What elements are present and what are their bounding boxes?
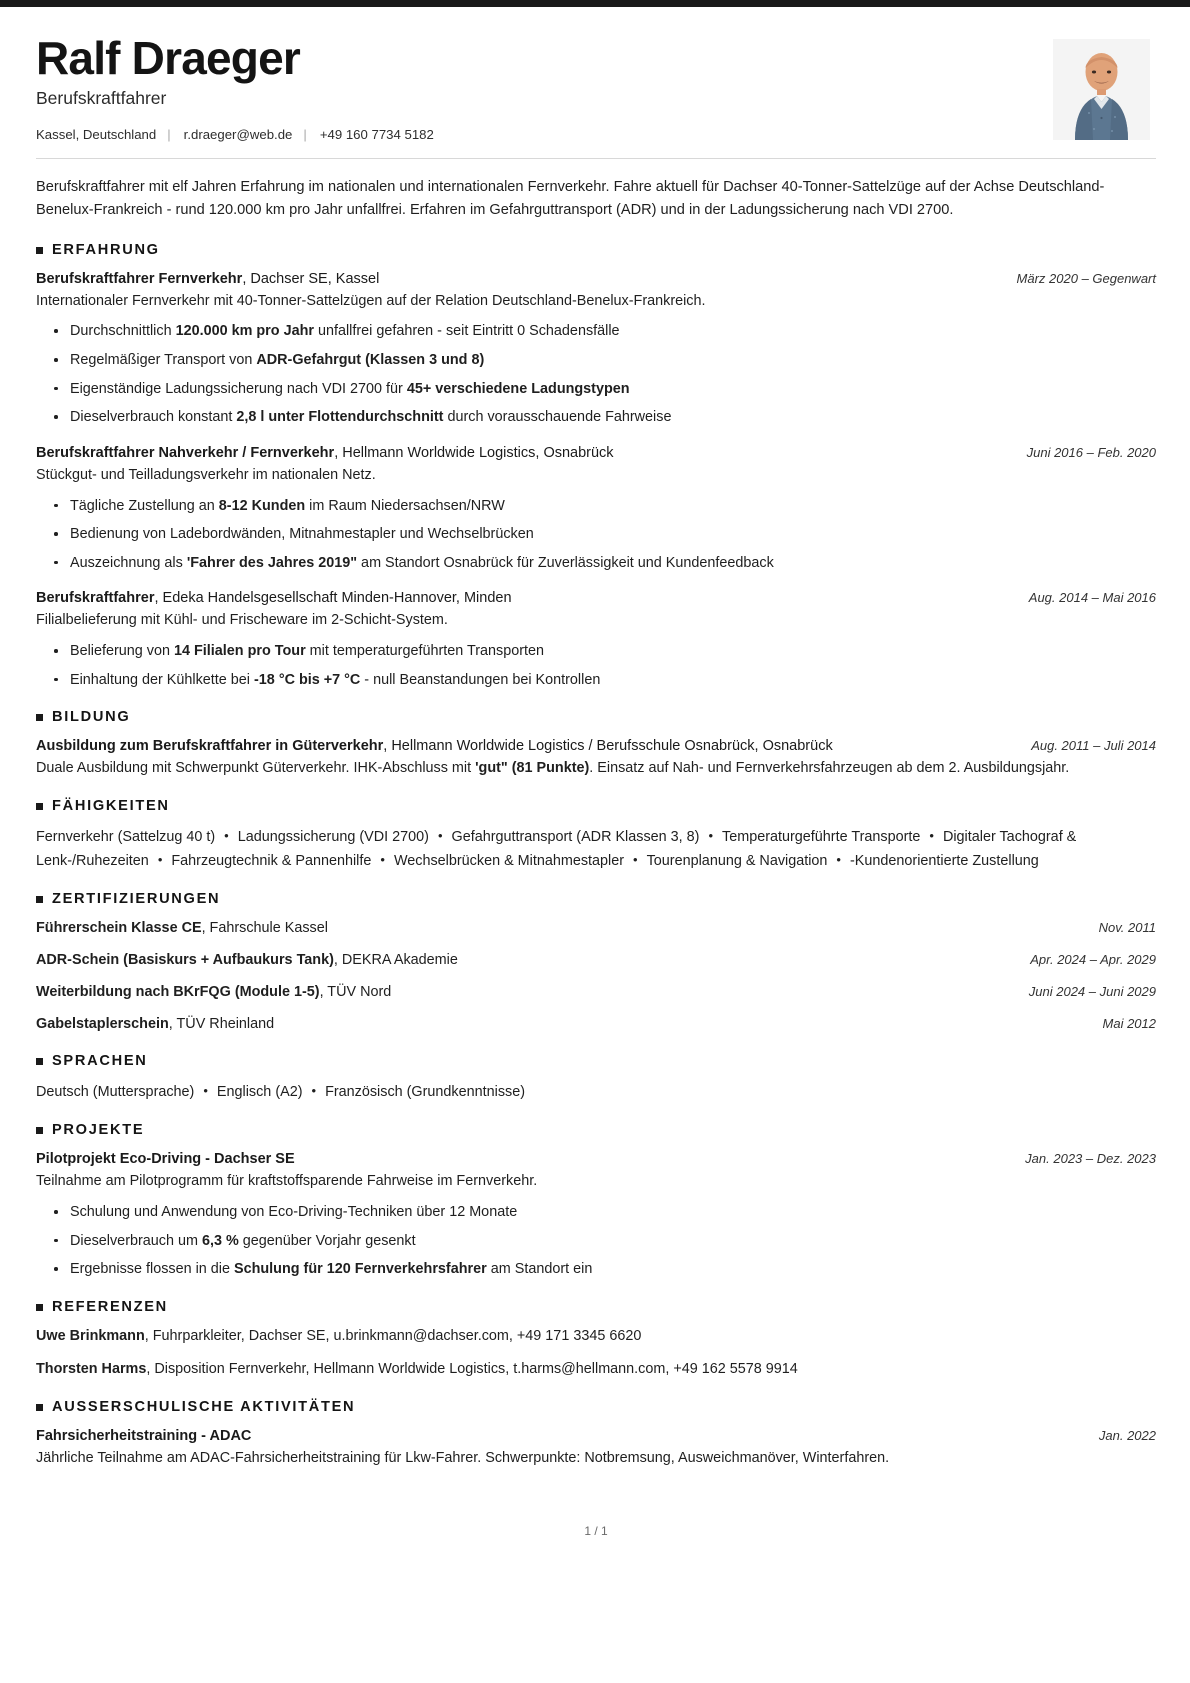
list-separator-dot: • [157, 852, 163, 868]
contact-separator-1: | [167, 126, 171, 142]
certification-name: Gabelstaplerschein, TÜV Rheinland [36, 1016, 275, 1033]
section-experience [36, 242, 1156, 691]
certification-date: Juni 2024 – Juni 2029 [1028, 984, 1156, 1000]
entry-date: Aug. 2011 – Juli 2014 [1031, 738, 1156, 754]
entry-date: Aug. 2014 – Mai 2016 [1028, 590, 1156, 606]
entry-subtitle: Teilnahme am Pilotprogramm für kraftstoffsparende Fahrweise im Fernverkehr. [36, 1173, 538, 1190]
list-separator-dot: • [836, 852, 841, 868]
section-title: ZERTIFIZIERUNGEN [52, 891, 221, 908]
entry-title: Pilotprojekt Eco-Driving - Dachser SE [36, 1151, 295, 1168]
section-projects [36, 1122, 1156, 1280]
list-item: Digitaler Tachograf & Lenk-/Ruhezeiten [36, 828, 1077, 870]
header-divider [36, 158, 1156, 159]
section-square-icon [36, 1127, 43, 1134]
entry-subtitle: Filialbelieferung mit Kühl- und Frischeware im 2-Schicht-System. [36, 612, 448, 629]
resume-page [0, 7, 1190, 1560]
section-square-icon [36, 1404, 43, 1411]
contact-separator-2: | [303, 126, 307, 142]
section-header-education [36, 709, 1156, 725]
section-header-experience [36, 242, 1156, 258]
entry-activity [36, 1426, 1156, 1470]
certification-row [36, 950, 1156, 971]
bullet-item: Regelmäßiger Transport von ADR-Gefahrgut (Klassen 3 und 8) [70, 350, 1156, 372]
list-separator-dot: • [380, 852, 385, 868]
entry-title: Berufskraftfahrer, Edeka Handelsgesellschaft Minden-Hannover, Minden [36, 590, 512, 607]
certification-date: Apr. 2024 – Apr. 2029 [1030, 952, 1156, 968]
entry-date: Jan. 2022 [1098, 1427, 1156, 1443]
list-separator-dot: • [929, 827, 934, 843]
certification-name: ADR-Schein (Basiskurs + Aufbaukurs Tank), DEKRA Akademie [36, 952, 458, 969]
list-item: -Kundenorientierte Zustellung [849, 853, 1039, 870]
reference-row: Uwe Brinkmann, Fuhrparkleiter, Dachser SE, u.brinkmann@dachser.com, +49 171 3345 6620 [36, 1327, 642, 1344]
certification-name: Führerschein Klasse CE, Fahrschule Kassel [36, 920, 328, 937]
list-separator-dot: • [708, 827, 714, 843]
list-separator-dot: • [203, 1082, 208, 1098]
entry-bullet-list [36, 641, 1156, 691]
list-item: Ladungssicherung (VDI 2700) [237, 828, 429, 845]
entry-title: Ausbildung zum Berufskraftfahrer in Güterverkehr, Hellmann Worldwide Logistics / Berufsschule Osnabrück, Osnabrück [36, 738, 833, 755]
section-square-icon [36, 714, 43, 721]
bullet-item: Dieselverbrauch um 6,3 % gegenüber Vorjahr gesenkt [70, 1231, 1156, 1253]
entry-education [36, 736, 1156, 780]
list-item: Französisch (Grundkenntnisse) [325, 1083, 526, 1100]
section-title: REFERENZEN [52, 1298, 168, 1315]
entry-heading-row [36, 443, 1156, 464]
list-item: Fahrzeugtechnik & Pannenhilfe [171, 853, 372, 870]
section-references [36, 1299, 1156, 1381]
bullet-item: Einhaltung der Kühlkette bei -18 °C bis +7 °C - null Beanstandungen bei Kontrollen [70, 670, 1156, 692]
list-separator-dot: • [437, 827, 443, 843]
entry-subtitle: Stückgut- und Teilladungsverkehr im nationalen Netz. [36, 466, 376, 483]
entry-subtitle: Internationaler Fernverkehr mit 40-Tonner-Sattelzügen auf der Relation Deutschland-Benelux-Frankreich. [36, 292, 706, 309]
list-item: Temperaturgeführte Transporte [722, 828, 921, 845]
candidate-photo [1053, 39, 1150, 140]
bullet-item: Bedienung von Ladebordwänden, Mitnahmestapler und Wechselbrücken [70, 524, 1156, 546]
bullet-item: Dieselverbrauch konstant 2,8 l unter Flottendurchschnitt durch vorausschauende Fahrweise [70, 407, 1156, 429]
section-certifications [36, 891, 1156, 1035]
entry-title: Fahrsicherheitstraining - ADAC [36, 1427, 252, 1444]
bullet-item: Durchschnittlich 120.000 km pro Jahr unfallfrei gefahren - seit Eintritt 0 Schadensfälle [70, 321, 1156, 343]
section-title: BILDUNG [52, 709, 131, 726]
entry-date: Juni 2016 – Feb. 2020 [1026, 444, 1156, 460]
section-activities [36, 1399, 1156, 1470]
top-accent-bar [0, 0, 1190, 7]
section-education [36, 709, 1156, 780]
certification-name: Weiterbildung nach BKrFQG (Module 1-5), TÜV Nord [36, 984, 392, 1001]
entry-bullet-list [36, 1202, 1156, 1281]
list-separator-dot: • [224, 827, 229, 843]
resume-header [36, 33, 1156, 143]
bullet-item: Belieferung von 14 Filialen pro Tour mit temperaturgeführten Transporten [70, 641, 1156, 663]
entry-heading-row [36, 1426, 1156, 1447]
list-item: Fernverkehr (Sattelzug 40 t) [36, 828, 216, 845]
entry-bullet-list [36, 496, 1156, 575]
reference-row: Thorsten Harms, Disposition Fernverkehr, Hellmann Worldwide Logistics, t.harms@hellmann.com, +49 162 5578 9914 [36, 1361, 798, 1378]
entry-detail: Duale Ausbildung mit Schwerpunkt Güterverkehr. IHK-Abschluss mit 'gut" (81 Punkte). Einsatz auf Nah- und Fernverkehrsfahrzeugen ab dem 2. Ausbildungsjahr. [36, 760, 1070, 777]
header-text-block [36, 33, 1053, 143]
inline-list-languages [36, 1080, 1156, 1104]
inline-list-skills [36, 825, 1156, 874]
bullet-item: Eigenständige Ladungssicherung nach VDI 2700 für 45+ verschiedene Ladungstypen [70, 379, 1156, 401]
section-header-certifications [36, 891, 1156, 907]
entry-title: Berufskraftfahrer Nahverkehr / Fernverkehr, Hellmann Worldwide Logistics, Osnabrück [36, 444, 614, 461]
entry-date: März 2020 – Gegenwart [1016, 270, 1156, 286]
professional-summary: Berufskraftfahrer mit elf Jahren Erfahrung im nationalen und internationalen Fernverkehr. Fahre aktuell für Dachser 40-Tonner-Sattelzüge auf der Achse Deutschland-Benelux-Frankreich - rund 120.000 km pro Jahr unfallfrei. Erfahren im Gefahrguttransport (ADR) und in der Ladungssicherung nach VDI 2700. [36, 178, 1105, 218]
list-separator-dot: • [311, 1082, 317, 1098]
section-title: FÄHIGKEITEN [52, 797, 170, 814]
bullet-item: Auszeichnung als 'Fahrer des Jahres 2019" am Standort Osnabrück für Zuverlässigkeit und Kundenfeedback [70, 553, 1156, 575]
section-square-icon [36, 803, 43, 810]
entry-heading-row [36, 588, 1156, 609]
section-square-icon [36, 1304, 43, 1311]
sections-container [36, 242, 1156, 1470]
contact-phone[interactable]: +49 160 7734 5182 [319, 126, 434, 142]
section-title: AUSSERSCHULISCHE AKTIVITÄTEN [52, 1398, 356, 1415]
section-square-icon [36, 247, 43, 254]
section-header-references [36, 1299, 1156, 1315]
section-skills [36, 798, 1156, 874]
list-item: Englisch (A2) [216, 1083, 303, 1100]
bullet-item: Tägliche Zustellung an 8-12 Kunden im Raum Niedersachsen/NRW [70, 496, 1156, 518]
section-languages [36, 1053, 1156, 1104]
entry-heading-row [36, 1149, 1156, 1170]
contact-line [36, 127, 1053, 143]
entry-title: Berufskraftfahrer Fernverkehr, Dachser SE, Kassel [36, 270, 380, 287]
entry-subtitle: Jährliche Teilnahme am ADAC-Fahrsicherheitstraining für Lkw-Fahrer. Schwerpunkte: Notbremsung, Ausweichmanöver, Winterfahren. [36, 1450, 890, 1466]
list-item: Tourenplanung & Navigation [646, 853, 828, 870]
certification-row [36, 1014, 1156, 1035]
candidate-name: Ralf Draeger [36, 32, 300, 84]
certification-row [36, 982, 1156, 1003]
entry-experience [36, 443, 1156, 574]
bullet-item: Schulung und Anwendung von Eco-Driving-Techniken über 12 Monate [70, 1202, 1156, 1224]
certification-date: Mai 2012 [1102, 1016, 1156, 1032]
section-square-icon [36, 1058, 43, 1065]
section-title: SPRACHEN [52, 1052, 148, 1069]
list-item: Wechselbrücken & Mitnahmestapler [393, 853, 625, 870]
section-title: PROJEKTE [52, 1122, 145, 1139]
page-footer: 1 / 1 [584, 1523, 608, 1538]
candidate-headline: Berufskraftfahrer [36, 87, 167, 108]
list-item: Deutsch (Muttersprache) [36, 1083, 195, 1100]
contact-location: Kassel, Deutschland [36, 126, 157, 142]
section-square-icon [36, 896, 43, 903]
section-title: ERFAHRUNG [52, 241, 160, 258]
entry-project [36, 1149, 1156, 1280]
section-header-activities [36, 1399, 1156, 1415]
list-item: Gefahrguttransport (ADR Klassen 3, 8) [451, 828, 700, 845]
entry-heading-row [36, 736, 1156, 757]
section-header-projects [36, 1122, 1156, 1138]
section-header-languages [36, 1053, 1156, 1069]
entry-experience [36, 588, 1156, 691]
bullet-item: Ergebnisse flossen in die Schulung für 120 Fernverkehrsfahrer am Standort ein [70, 1259, 1156, 1281]
entry-bullet-list [36, 321, 1156, 428]
entry-date: Jan. 2023 – Dez. 2023 [1025, 1151, 1156, 1167]
contact-email[interactable]: r.draeger@web.de [183, 126, 293, 142]
certification-date: Nov. 2011 [1098, 920, 1156, 936]
entry-experience [36, 269, 1156, 429]
section-header-skills [36, 798, 1156, 814]
list-separator-dot: • [633, 852, 638, 868]
entry-heading-row [36, 269, 1156, 290]
certification-row [36, 918, 1156, 939]
